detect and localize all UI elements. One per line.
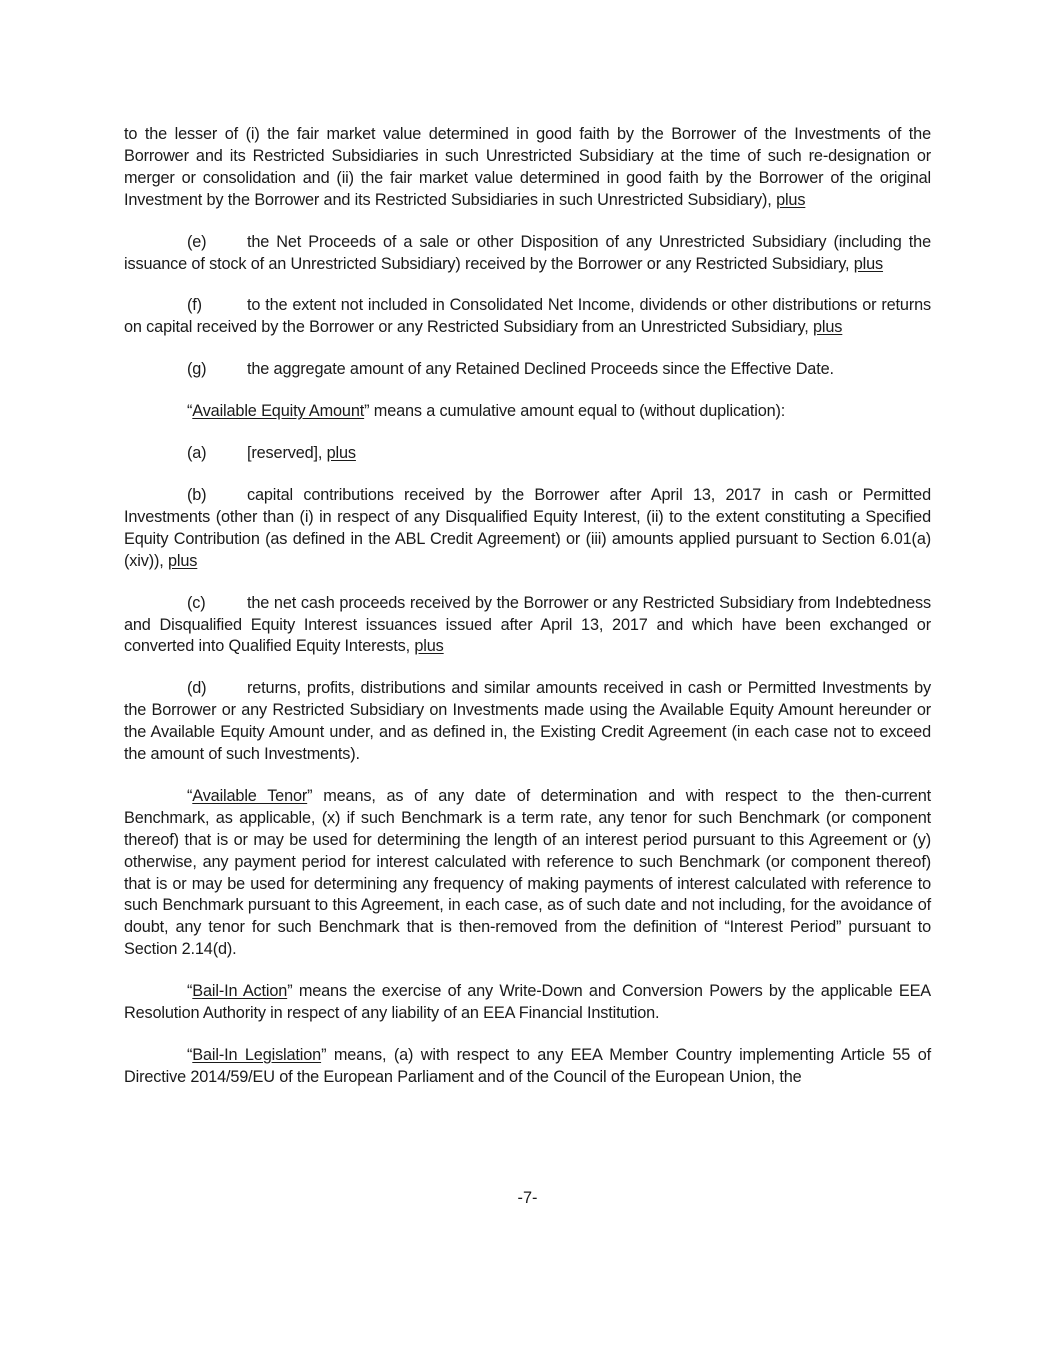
clause-label: (d): [187, 679, 207, 698]
clause-label: (e): [187, 232, 207, 251]
clause-label: (g): [187, 360, 207, 379]
definition-text: means the exercise of any Write-Down and Conversion Powers by the applicable EEA Resolution Authority in respect of any liability of an EEA Financial Institution.: [124, 982, 931, 1023]
document-page: [124, 124, 931, 1089]
close-quote: ”: [321, 1046, 327, 1064]
definition-text: means, (a) with respect to any EEA Member Country implementing Article 55 of Directive 2014/59/EU of the European Parliament and of the Council of the European Union, the: [124, 1046, 931, 1086]
clause-d: [124, 678, 931, 766]
definition-text: means a cumulative amount equal to (without duplication):: [369, 402, 786, 421]
definition-available-tenor: [124, 786, 931, 961]
definition-available-equity-amount: [124, 401, 931, 423]
clause-a: [124, 443, 931, 465]
definition-bail-in-legislation: [124, 1045, 931, 1089]
clause-text: capital contributions received by the Borrower after April 13, 2017 in cash or Permitted Investments (other than (i) in respect of any Disqualified Equity Interest, (ii) to the extent constituting a Specified Equity Contribution (as defined in the ABL Credit Agreement) or (iii) amounts applied pursuant to Section 6.01(a)(xiv)),: [124, 485, 931, 570]
defined-term: Bail-In Action: [192, 982, 288, 1001]
plus-term: plus: [853, 254, 884, 273]
open-quote: “: [187, 1046, 193, 1064]
open-quote: “: [187, 786, 193, 805]
plus-term: plus: [326, 444, 356, 463]
clause-e: [124, 232, 931, 276]
clause-text: the aggregate amount of any Retained Declined Proceeds since the Effective Date.: [247, 360, 834, 379]
plus-term: plus: [414, 637, 444, 656]
clause-text: the Net Proceeds of a sale or other Disposition of any Unrestricted Subsidiary (including the issuance of stock of an Unrestricted Subsidiary) received by the Borrower or any Restricted Subsidiary,: [124, 232, 931, 273]
clause-f: [124, 295, 931, 339]
close-quote: ”: [287, 982, 293, 1001]
clause-label: (f): [187, 296, 202, 315]
close-quote: ”: [364, 402, 370, 421]
definition-text: means, as of any date of determination and with respect to the then-current Benchmark, as applicable, (x) if such Benchmark is a term rate, any tenor for such Benchmark (or component thereof) that is or may be used for determining the length of an interest period pursuant to this Agreement or (y) otherwise, any payment period for interest calculated with reference to such Benchmark (or component thereof) that is or may be used for determining any frequency of making payments of interest calculated with reference to such Benchmark pursuant to this Agreement, in each case, as of such date and not including, for the avoidance of doubt, any tenor for such Benchmark that is then-removed from the definition of “Interest Period” pursuant to Section 2.14(d).: [124, 786, 931, 959]
defined-term: Bail-In Legislation: [192, 1046, 322, 1064]
close-quote: ”: [307, 786, 313, 805]
open-quote: “: [187, 982, 193, 1001]
defined-term: Available Equity Amount: [192, 402, 365, 421]
clause-text: returns, profits, distributions and similar amounts received in cash or Permitted Investments by the Borrower or any Restricted Subsidiary on Investments made using the Available Equity Amount hereunder or the Available Equity Amount under, and as defined in, the Existing Credit Agreement (in each case not to exceed the amount of such Investments).: [124, 679, 931, 764]
paragraph-text: to the lesser of (i) the fair market value determined in good faith by the Borrower of the Investments of the Borrower and its Restricted Subsidiaries in such Unrestricted Subsidiary at the time of such re-designation or merger or consolidation and (ii) the fair market value determined in good faith by the Borrower of the original Investment by the Borrower and its Restricted Subsidiaries in such Unrestricted Subsidiary),: [124, 125, 931, 209]
paragraph-continuation: [124, 124, 931, 212]
open-quote: “: [187, 402, 193, 421]
clause-text: the net cash proceeds received by the Borrower or any Restricted Subsidiary from Indebtedness and Disqualified Equity Interest issuances issued after April 13, 2017 and which have been exchanged or converted into Qualified Equity Interests,: [124, 593, 931, 656]
definition-bail-in-action: [124, 981, 931, 1025]
plus-term: plus: [813, 318, 843, 337]
page-number: -7-: [517, 1189, 538, 1207]
plus-term: plus: [776, 190, 806, 209]
clause-c: [124, 593, 931, 659]
clause-label: (a): [187, 444, 207, 463]
clause-text: [reserved],: [247, 444, 327, 463]
clause-g: [124, 359, 931, 381]
clause-label: (b): [187, 485, 207, 504]
defined-term: Available Tenor: [192, 786, 308, 805]
clause-b: [124, 485, 931, 573]
plus-term: plus: [168, 551, 198, 570]
clause-text: to the extent not included in Consolidated Net Income, dividends or other distributions or returns on capital received by the Borrower or any Restricted Subsidiary from an Unrestricted Subsidiary,: [124, 296, 931, 337]
clause-label: (c): [187, 593, 206, 612]
